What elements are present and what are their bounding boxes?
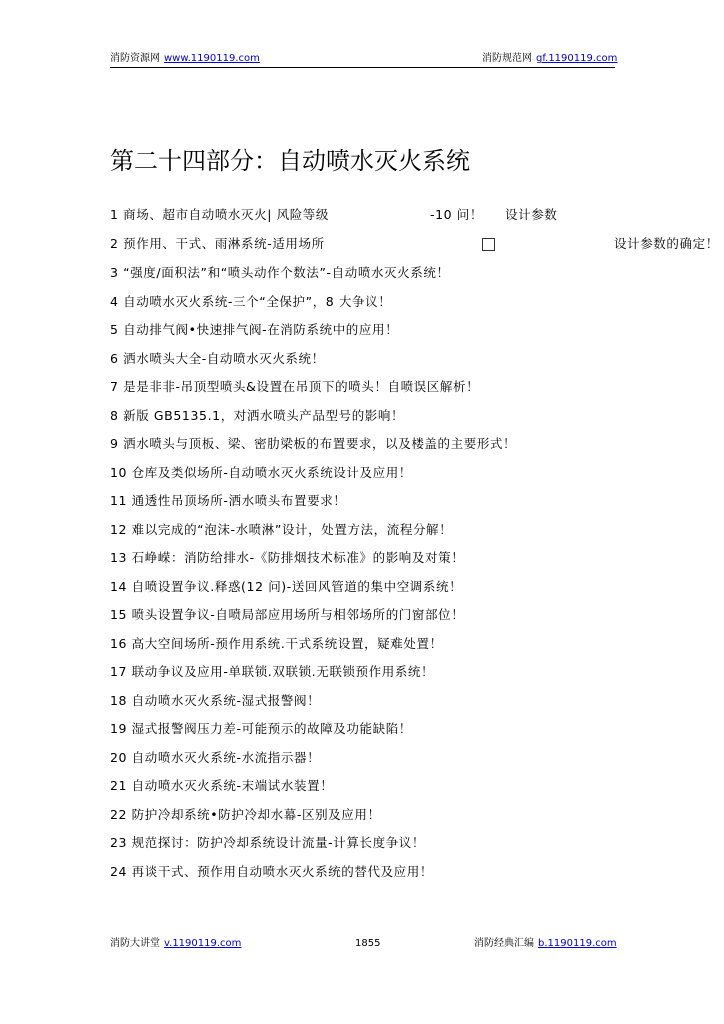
toc-item[interactable]: 16 高大空间场所-预作用系统.干式系统设置，疑难处置！: [110, 636, 443, 651]
toc-item[interactable]: 17 联动争议及应用-单联锁.双联锁.无联锁预作用系统！: [110, 664, 435, 679]
toc-item[interactable]: 12 难以完成的“泡沫-水喷淋”设计，处置方法，流程分解！: [110, 522, 453, 537]
toc-item[interactable]: 9 洒水喷头与顶板、梁、密肋梁板的布置要求，以及楼盖的主要形式！: [110, 436, 517, 451]
header-spec-name: 消防规范网: [482, 53, 532, 64]
toc-item[interactable]: 7 是是非非-吊顶型喷头&设置在吊顶下的喷头！自喷误区解析！: [110, 379, 480, 394]
toc-item-2-tail: 设计参数的确定！: [614, 236, 719, 251]
header-divider: [110, 67, 615, 68]
toc-item[interactable]: 3 “强度/面积法”和“喷头动作个数法”-自动喷水灭火系统！: [110, 265, 450, 280]
toc-item[interactable]: 8 新版 GB5135.1，对洒水喷头产品型号的影响！: [110, 408, 405, 423]
footer-right: [474, 937, 617, 951]
footer-lecture-link[interactable]: v.1190119.com: [164, 938, 242, 949]
toc-item[interactable]: 13 石峥嵘：消防给排水-《防排烟技术标准》的影响及对策！: [110, 550, 465, 565]
header-site-name: 消防资源网: [110, 53, 160, 64]
toc-item[interactable]: 11 通透性吊顶场所-洒水喷头布置要求！: [110, 493, 347, 508]
toc-item-1-tail: 设计参数: [505, 207, 558, 222]
page-number: 1855: [355, 938, 381, 949]
header-left: [110, 52, 260, 66]
toc-item[interactable]: 5 自动排气阀•快速排气阀-在消防系统中的应用！: [110, 322, 399, 337]
toc-item[interactable]: 21 自动喷水灭火系统-末端试水装置！: [110, 778, 334, 793]
toc-item[interactable]: 15 喷头设置争议-自喷局部应用场所与相邻场所的门窗部位！: [110, 607, 465, 622]
header-right: [482, 52, 617, 66]
toc-item[interactable]: 20 自动喷水灭火系统-水流指示器！: [110, 750, 321, 765]
toc-item-2[interactable]: 2 预作用、干式、雨淋系统-适用场所: [110, 236, 325, 251]
toc-item[interactable]: 22 防护冷却系统•防护冷却水幕-区别及应用！: [110, 807, 381, 822]
toc-item[interactable]: 24 再谈干式、预作用自动喷水灭火系统的替代及应用！: [110, 864, 433, 879]
toc-item[interactable]: 10 仓库及类似场所-自动喷水灭火系统设计及应用！: [110, 465, 412, 480]
toc-item-1-count: -10 问！: [430, 207, 483, 222]
footer-collection-link[interactable]: b.1190119.com: [538, 938, 617, 949]
toc-item[interactable]: 19 湿式报警阀压力差-可能预示的故障及功能缺陷！: [110, 721, 412, 736]
footer-collection-name: 消防经典汇编: [474, 938, 534, 949]
toc-item-1[interactable]: 1 商场、超市自动喷水灭火| 风险等级: [110, 207, 330, 222]
toc-item[interactable]: 14 自喷设置争议.释惑(12 问)-送回风管道的集中空调系统！: [110, 579, 463, 594]
page-title: 第二十四部分：自动喷水灭火系统: [110, 147, 470, 176]
footer-left: [110, 937, 241, 951]
toc-item[interactable]: 4 自动喷水灭火系统-三个“全保护”，8 大争议！: [110, 294, 392, 309]
toc-item[interactable]: 23 规范探讨：防护冷却系统设计流量-计算长度争议！: [110, 835, 425, 850]
checkbox-icon: [482, 238, 495, 251]
toc-item[interactable]: 6 洒水喷头大全-自动喷水灭火系统！: [110, 351, 325, 366]
toc-item[interactable]: 18 自动喷水灭火系统-湿式报警阀！: [110, 693, 321, 708]
footer-lecture-name: 消防大讲堂: [110, 938, 160, 949]
header-site-link[interactable]: www.1190119.com: [164, 53, 260, 64]
header-spec-link[interactable]: gf.1190119.com: [536, 53, 618, 64]
